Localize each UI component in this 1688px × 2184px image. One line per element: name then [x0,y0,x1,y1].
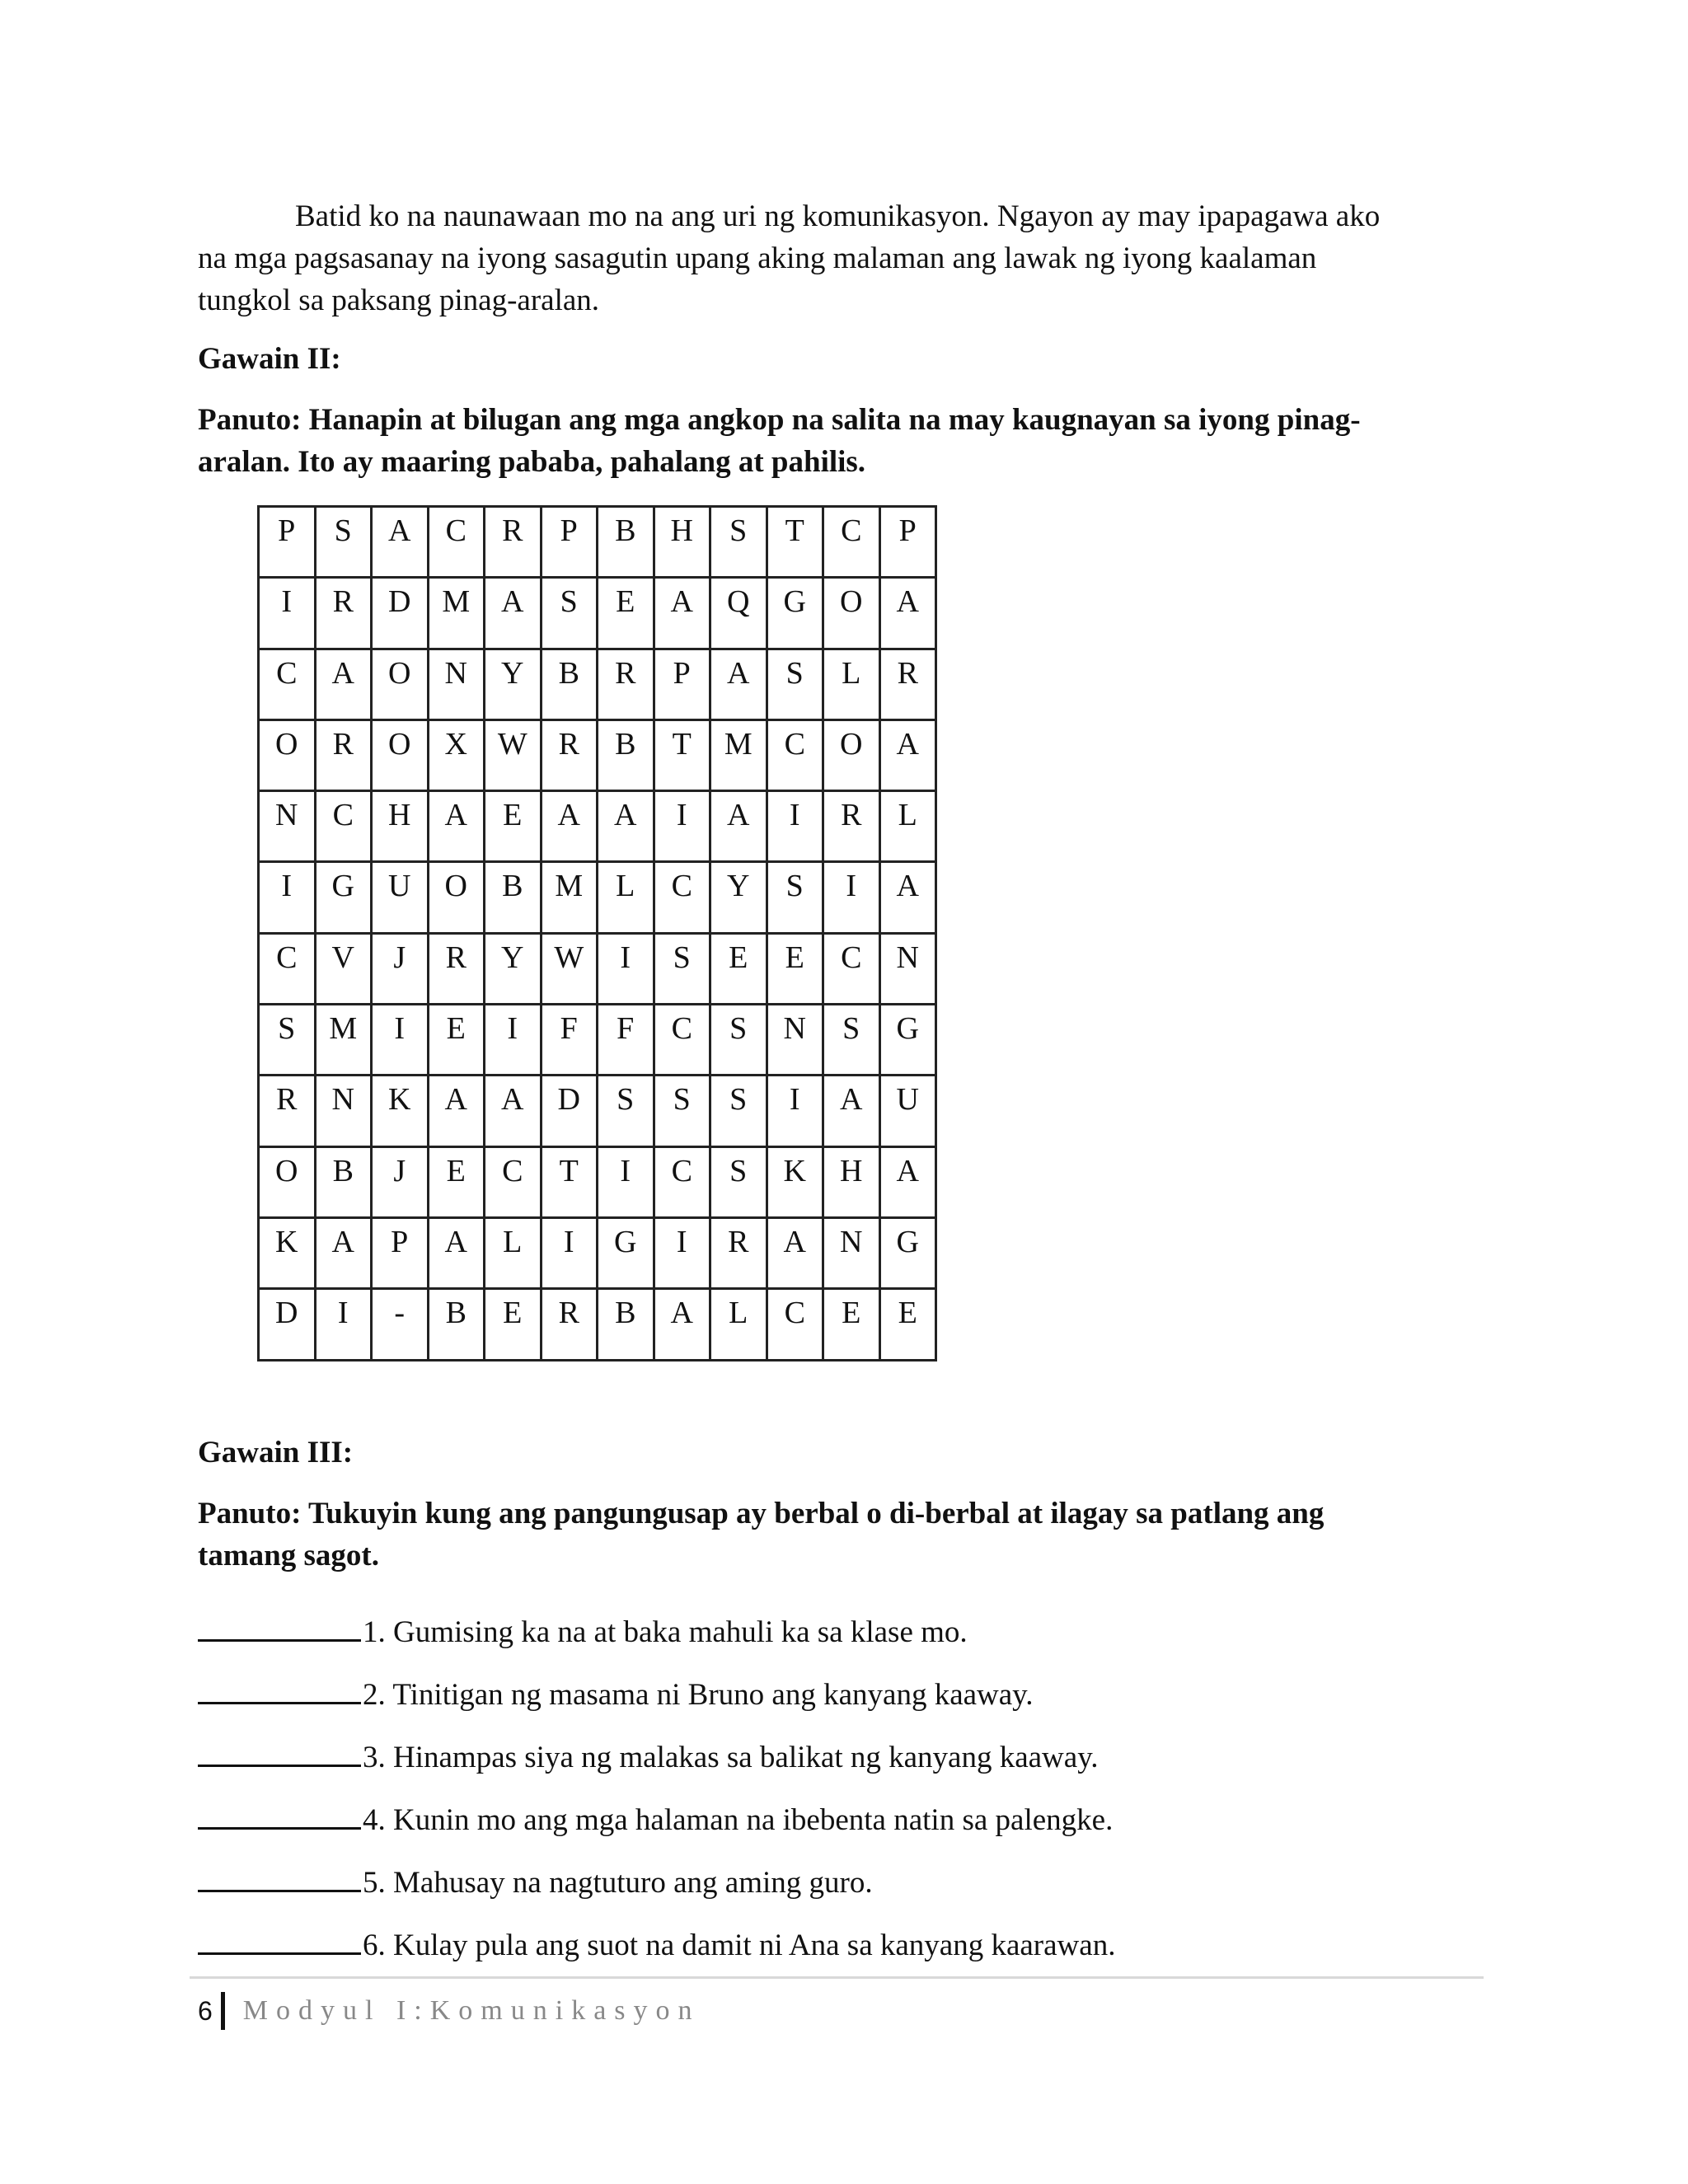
grid-cell[interactable]: E [879,1289,936,1360]
grid-cell[interactable]: R [823,791,880,862]
grid-cell[interactable]: Y [710,862,767,933]
grid-cell[interactable]: R [315,719,372,790]
grid-cell[interactable]: H [654,507,710,578]
grid-cell[interactable]: A [541,791,598,862]
grid-cell[interactable]: T [767,507,823,578]
grid-cell[interactable]: L [879,791,936,862]
grid-cell[interactable]: M [541,862,598,933]
grid-cell[interactable]: S [654,1076,710,1146]
grid-cell[interactable]: H [372,791,429,862]
grid-cell[interactable]: I [598,933,654,1004]
grid-cell[interactable]: E [428,1005,485,1076]
grid-cell[interactable]: N [428,649,485,719]
grid-cell[interactable]: A [710,649,767,719]
grid-cell[interactable]: A [654,1289,710,1360]
grid-cell[interactable]: C [259,933,316,1004]
grid-cell[interactable]: A [879,578,936,649]
grid-cell[interactable]: U [372,862,429,933]
grid-cell[interactable]: C [259,649,316,719]
question-text: 5. Mahusay na nagtuturo ang aming guro. [363,1866,873,1900]
answer-blank[interactable] [198,1855,361,1892]
grid-row [259,1289,936,1360]
grid-cell[interactable]: R [428,933,485,1004]
question-text: 6. Kulay pula ang suot na damit ni Ana sa kanyang kaarawan. [363,1929,1116,1962]
grid-cell[interactable]: O [372,719,429,790]
grid-cell[interactable]: A [315,649,372,719]
grid-cell[interactable]: B [598,719,654,790]
grid-cell[interactable]: I [654,1217,710,1288]
grid-cell[interactable]: E [823,1289,880,1360]
grid-cell[interactable]: Y [485,933,542,1004]
question-item [198,1918,1115,1980]
grid-cell[interactable]: E [710,933,767,1004]
grid-cell[interactable]: C [767,1289,823,1360]
grid-cell[interactable]: C [823,933,880,1004]
question-text: 1. Gumising ka na at baka mahuli ka sa klase mo. [363,1615,968,1649]
grid-cell[interactable]: H [823,1146,880,1217]
gawain-2-instruction-line-1: Panuto: Hanapin at bilugan ang mga angkop na salita na may kaugnayan sa iyong pinag- [198,403,1361,437]
grid-cell[interactable]: F [541,1005,598,1076]
grid-row [259,719,936,790]
grid-cell[interactable]: C [654,862,710,933]
grid-cell[interactable]: A [428,1076,485,1146]
grid-cell[interactable]: O [259,719,316,790]
grid-cell[interactable]: P [654,649,710,719]
grid-cell[interactable]: A [767,1217,823,1288]
question-text: 2. Tinitigan ng masama ni Bruno ang kanyang kaaway. [363,1678,1034,1712]
grid-cell[interactable]: G [879,1005,936,1076]
gawain-2-instruction-line-2: aralan. Ito ay maaring pababa, pahalang at pahilis. [198,445,866,479]
grid-cell[interactable]: E [485,791,542,862]
grid-cell[interactable]: R [541,719,598,790]
grid-cell[interactable]: N [259,791,316,862]
grid-cell[interactable]: K [372,1076,429,1146]
grid-cell[interactable]: O [823,719,880,790]
grid-cell[interactable]: I [541,1217,598,1288]
grid-cell[interactable]: F [598,1005,654,1076]
grid-cell[interactable]: S [598,1076,654,1146]
grid-cell[interactable]: O [428,862,485,933]
grid-cell[interactable]: C [428,507,485,578]
grid-cell[interactable]: I [259,578,316,649]
question-text: 4. Kunin mo ang mga halaman na ibebenta natin sa palengke. [363,1803,1114,1837]
grid-cell[interactable]: I [485,1005,542,1076]
grid-cell[interactable]: A [879,1146,936,1217]
grid-cell[interactable]: M [710,719,767,790]
grid-cell[interactable]: T [654,719,710,790]
grid-cell[interactable]: A [823,1076,880,1146]
grid-cell[interactable]: S [767,649,823,719]
grid-row [259,933,936,1004]
grid-cell[interactable]: C [767,719,823,790]
grid-cell[interactable]: I [315,1289,372,1360]
page-number: 6 [198,1995,213,2026]
grid-cell[interactable]: J [372,1146,429,1217]
grid-cell[interactable]: P [259,507,316,578]
grid-cell[interactable]: N [767,1005,823,1076]
intro-line-1 [198,195,1484,237]
grid-row [259,1005,936,1076]
grid-cell[interactable]: G [598,1217,654,1288]
grid-cell[interactable]: U [879,1076,936,1146]
grid-cell[interactable]: C [654,1146,710,1217]
grid-row [259,507,936,578]
grid-cell[interactable]: J [372,933,429,1004]
grid-cell[interactable]: A [598,791,654,862]
grid-cell[interactable]: G [767,578,823,649]
grid-cell[interactable]: E [485,1289,542,1360]
grid-cell[interactable]: S [710,1146,767,1217]
grid-cell[interactable]: A [654,578,710,649]
grid-cell[interactable]: M [315,1005,372,1076]
grid-cell[interactable]: L [823,649,880,719]
grid-cell[interactable]: S [259,1005,316,1076]
grid-cell[interactable]: V [315,933,372,1004]
grid-cell[interactable]: S [710,1076,767,1146]
gawain-2-instructions [198,399,1467,483]
question-item [198,1667,1115,1730]
grid-cell[interactable]: I [823,862,880,933]
question-text: 3. Hinampas siya ng malakas sa balikat ng kanyang kaaway. [363,1741,1099,1774]
answer-blank[interactable] [198,1918,361,1955]
grid-cell[interactable]: C [315,791,372,862]
page-footer [198,1992,701,2030]
grid-cell[interactable]: B [598,507,654,578]
grid-cell[interactable]: P [541,507,598,578]
grid-cell[interactable]: A [315,1217,372,1288]
grid-cell[interactable]: S [710,1005,767,1076]
grid-cell[interactable]: R [710,1217,767,1288]
grid-cell[interactable]: B [315,1146,372,1217]
grid-cell[interactable]: L [710,1289,767,1360]
grid-cell[interactable]: P [879,507,936,578]
grid-cell[interactable]: K [259,1217,316,1288]
grid-row [259,649,936,719]
question-item [198,1605,1115,1667]
grid-cell[interactable]: L [598,862,654,933]
intro-line-3: tungkol sa paksang pinag-aralan. [198,284,600,317]
grid-cell[interactable]: W [541,933,598,1004]
footer-title: Modyul I:Komunikasyon [242,1995,701,2026]
answer-blank[interactable] [198,1667,361,1704]
gawain-2-heading: Gawain II: [198,342,341,376]
grid-cell[interactable]: - [372,1289,429,1360]
grid-cell[interactable]: R [259,1076,316,1146]
grid-cell[interactable]: E [598,578,654,649]
grid-cell[interactable]: N [879,933,936,1004]
grid-cell[interactable]: B [428,1289,485,1360]
grid-cell[interactable]: D [372,578,429,649]
grid-cell[interactable]: D [541,1076,598,1146]
grid-cell[interactable]: R [541,1289,598,1360]
grid-cell[interactable]: S [315,507,372,578]
grid-cell[interactable]: X [428,719,485,790]
gawain-3-instructions [198,1493,1467,1577]
gawain-3-heading: Gawain III: [198,1436,354,1469]
grid-cell[interactable]: S [767,862,823,933]
grid-cell[interactable]: N [823,1217,880,1288]
grid-cell[interactable]: C [654,1005,710,1076]
grid-cell[interactable]: G [315,862,372,933]
question-item [198,1855,1115,1918]
grid-cell[interactable]: B [485,862,542,933]
grid-cell[interactable]: B [541,649,598,719]
grid-row [259,1076,936,1146]
answer-blank[interactable] [198,1793,361,1830]
grid-cell[interactable]: Y [485,649,542,719]
answer-blank[interactable] [198,1730,361,1767]
grid-cell[interactable]: C [485,1146,542,1217]
grid-cell[interactable]: M [428,578,485,649]
grid-cell[interactable]: A [485,1076,542,1146]
grid-cell[interactable]: O [823,578,880,649]
grid-cell[interactable]: E [428,1146,485,1217]
grid-cell[interactable]: T [541,1146,598,1217]
grid-cell[interactable]: S [823,1005,880,1076]
grid-cell[interactable]: B [598,1289,654,1360]
grid-cell[interactable]: K [767,1146,823,1217]
grid-cell[interactable]: A [372,507,429,578]
grid-cell[interactable]: D [259,1289,316,1360]
footer-divider [190,1976,1484,1979]
intro-paragraph [198,195,1484,321]
question-item [198,1730,1115,1793]
grid-cell[interactable]: A [879,719,936,790]
grid-cell[interactable]: R [485,507,542,578]
answer-blank[interactable] [198,1605,361,1642]
gawain-3-instruction-line-1: Panuto: Tukuyin kung ang pangungusap ay berbal o di-berbal at ilagay sa patlang ang [198,1497,1325,1530]
question-list [198,1605,1115,1980]
grid-cell[interactable]: P [372,1217,429,1288]
grid-cell[interactable]: I [767,791,823,862]
grid-cell[interactable]: L [485,1217,542,1288]
grid-row [259,578,936,649]
grid-cell[interactable]: O [259,1146,316,1217]
grid-cell[interactable]: S [541,578,598,649]
grid-cell[interactable]: A [485,578,542,649]
grid-row [259,862,936,933]
grid-cell[interactable]: I [654,791,710,862]
intro-line-2: na mga pagsasanay na iyong sasagutin upang aking malaman ang lawak ng iyong kaalaman [198,241,1317,275]
grid-cell[interactable]: A [428,791,485,862]
grid-cell[interactable]: G [879,1217,936,1288]
grid-cell[interactable]: R [598,649,654,719]
grid-cell[interactable]: S [654,933,710,1004]
grid-cell[interactable]: I [372,1005,429,1076]
grid-cell[interactable]: Q [710,578,767,649]
grid-row [259,1146,936,1217]
grid-cell[interactable]: N [315,1076,372,1146]
grid-cell[interactable]: R [879,649,936,719]
grid-row [259,791,936,862]
grid-cell[interactable]: S [710,507,767,578]
intro-line-1-text: Batid ko na naunawaan mo na ang uri ng komunikasyon. Ngayon ay may ipapagawa ako [295,199,1381,233]
grid-cell[interactable]: R [315,578,372,649]
grid-row [259,1217,936,1288]
grid-cell[interactable]: A [710,791,767,862]
grid-cell[interactable]: I [598,1146,654,1217]
grid-cell[interactable]: W [485,719,542,790]
grid-cell[interactable]: C [823,507,880,578]
footer-separator [221,1992,225,2030]
grid-cell[interactable]: I [767,1076,823,1146]
grid-cell[interactable]: E [767,933,823,1004]
word-search-grid [257,505,937,1361]
gawain-3-instruction-line-2: tamang sagot. [198,1539,379,1572]
question-item [198,1793,1115,1855]
grid-cell[interactable]: O [372,649,429,719]
grid-cell[interactable]: A [879,862,936,933]
grid-cell[interactable]: I [259,862,316,933]
grid-cell[interactable]: A [428,1217,485,1288]
